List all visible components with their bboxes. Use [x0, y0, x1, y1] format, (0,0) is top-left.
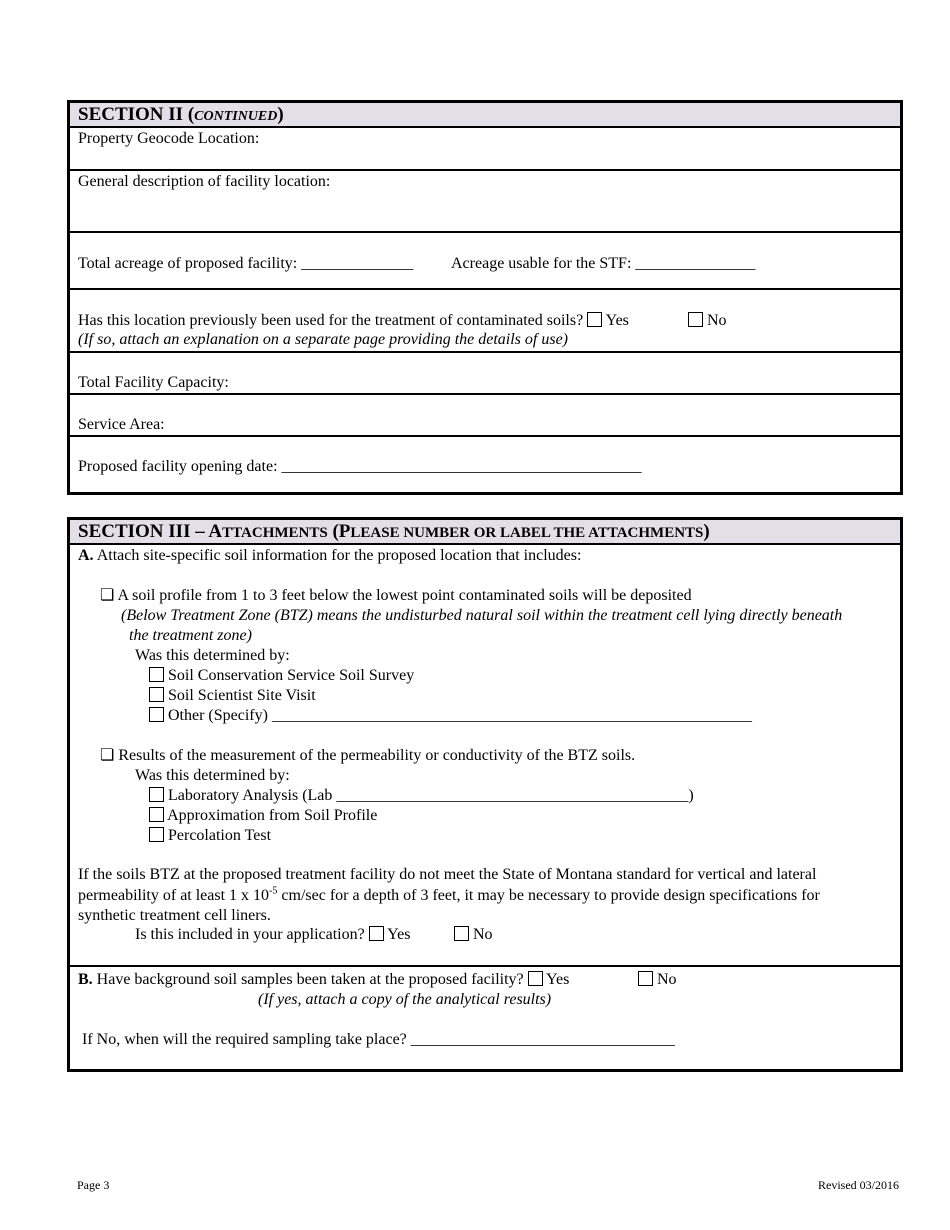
- section-2-header: SECTION II (CONTINUED): [70, 103, 900, 128]
- acreage-row: [70, 233, 900, 290]
- sampling-date-question[interactable]: If No, when will the required sampling take place? _________________________________: [82, 1031, 675, 1048]
- standard-text-1: If the soils BTZ at the proposed treatment facility do not meet the State of Montana standard for vertical and lateral: [78, 866, 817, 883]
- capacity-row: [70, 353, 900, 395]
- part-b-note: (If yes, attach a copy of the analytical results): [258, 991, 552, 1008]
- capacity-label: Total Facility Capacity:: [78, 374, 229, 391]
- service-area-label: Service Area:: [78, 416, 165, 433]
- percolation-checkbox[interactable]: [149, 827, 164, 842]
- description-row: [70, 171, 900, 233]
- acreage-field[interactable]: ______________: [301, 255, 414, 272]
- previous-use-question: Has this location previously been used for the treatment of contaminated soils?: [78, 312, 584, 329]
- previous-use-row: [70, 290, 900, 353]
- site-visit-checkbox[interactable]: [149, 687, 164, 702]
- previous-use-no-checkbox[interactable]: [688, 312, 703, 327]
- opening-date-label: Proposed facility opening date:: [78, 458, 278, 475]
- description-label: General description of facility location:: [78, 173, 331, 190]
- previous-use-yes-label: Yes: [605, 312, 629, 329]
- soil-survey-label: Soil Conservation Service Soil Survey: [168, 667, 415, 684]
- profile-note-1: (Below Treatment Zone (BTZ) means the undisturbed natural soil within the treatment cell lying directly beneath: [121, 607, 843, 624]
- part-a-row: [70, 545, 900, 967]
- section-3-header: SECTION III – ATTACHMENTS (PLEASE NUMBER OR LABEL THE ATTACHMENTS): [70, 520, 900, 545]
- page-number: Page 3: [77, 1178, 110, 1192]
- geocode-label: Property Geocode Location:: [78, 130, 260, 147]
- part-a-label: A.: [78, 547, 94, 564]
- included-yes-checkbox[interactable]: [369, 926, 384, 941]
- lab-analysis-checkbox[interactable]: [149, 787, 164, 802]
- soil-profile-item: A soil profile from 1 to 3 feet below the lowest point contaminated soils will be deposited: [117, 587, 692, 604]
- other-specify-label: Other (Specify) ____________________________________________________________: [168, 707, 752, 724]
- determined-by-label-2: Was this determined by:: [135, 767, 290, 784]
- standard-text-3: synthetic treatment cell liners.: [78, 907, 271, 924]
- revision-date: Revised 03/2016: [818, 1178, 899, 1192]
- previous-use-no-label: No: [707, 312, 727, 329]
- included-no-checkbox[interactable]: [454, 926, 469, 941]
- standard-text-2: permeability of at least 1 x $10^{-5}$ cm/sec for a depth of 3 feet, it may be necessary to provide design specifications for: [78, 885, 820, 904]
- background-no-checkbox[interactable]: [638, 971, 653, 986]
- background-yes-checkbox[interactable]: [528, 971, 543, 986]
- permeability-item: Results of the measurement of the permeability or conductivity of the BTZ soils.: [118, 747, 636, 764]
- included-question: Is this included in your application?: [135, 926, 365, 943]
- site-visit-label: Soil Scientist Site Visit: [168, 687, 316, 704]
- lab-analysis-label: Laboratory Analysis (Lab ____________________________________________): [168, 787, 694, 804]
- opening-date-field[interactable]: _____________________________________________: [281, 458, 642, 475]
- geocode-row: [70, 128, 900, 171]
- approximation-checkbox[interactable]: [149, 807, 164, 822]
- previous-use-note: (If so, attach an explanation on a separate page providing the details of use): [78, 331, 568, 348]
- included-yes-label: Yes: [387, 926, 411, 943]
- part-a-text: Attach site-specific soil information for the proposed location that includes:: [96, 547, 582, 564]
- section-2: [67, 100, 903, 495]
- percolation-label: Percolation Test: [168, 827, 272, 844]
- previous-use-yes-checkbox[interactable]: [587, 312, 602, 327]
- part-b-question: Have background soil samples been taken at the proposed facility?: [96, 971, 524, 988]
- usable-acreage-label: Acreage usable for the STF:: [451, 255, 632, 272]
- bullet-icon: ❏: [100, 587, 115, 604]
- service-area-row: [70, 395, 900, 437]
- bullet-icon: ❏: [100, 747, 115, 764]
- part-b-label: B.: [78, 971, 93, 988]
- other-specify-checkbox[interactable]: [149, 707, 164, 722]
- opening-date-row: [70, 437, 900, 492]
- approximation-label: Approximation from Soil Profile: [167, 807, 378, 824]
- usable-acreage-field[interactable]: _______________: [635, 255, 756, 272]
- included-no-label: No: [473, 926, 493, 943]
- background-yes-label: Yes: [546, 971, 570, 988]
- background-no-label: No: [657, 971, 677, 988]
- soil-survey-checkbox[interactable]: [149, 667, 164, 682]
- profile-note-2: the treatment zone): [129, 627, 252, 644]
- part-b-row: [70, 967, 900, 1069]
- acreage-label: Total acreage of proposed facility:: [78, 255, 298, 272]
- section-3: [67, 517, 903, 1072]
- determined-by-label: Was this determined by:: [135, 647, 290, 664]
